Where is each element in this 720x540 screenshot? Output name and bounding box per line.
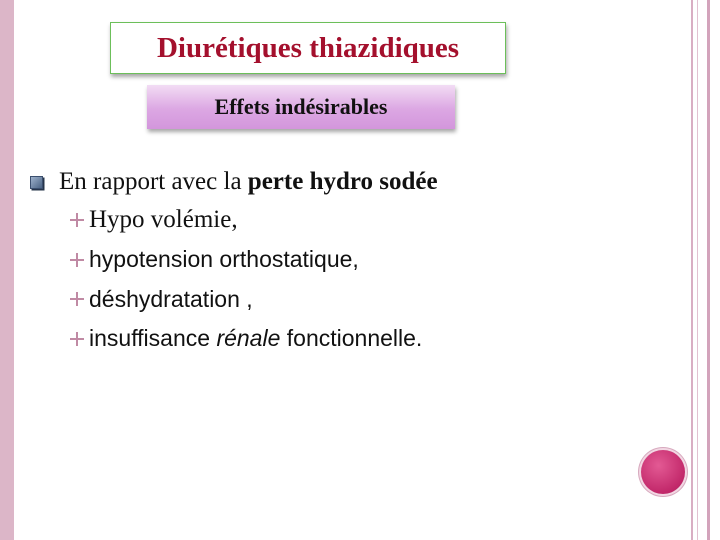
main-point-bold: perte hydro sodée <box>247 168 438 195</box>
right-decorative-rule <box>691 0 693 540</box>
cross-bullet-icon <box>70 253 84 267</box>
right-decorative-rule <box>697 0 698 540</box>
right-decorative-rule <box>707 0 710 540</box>
list-item-label: Hypo volémie, <box>89 206 238 233</box>
slide-title: Diurétiques thiazidiques <box>156 31 460 64</box>
list-item-label-italic: rénale <box>216 325 281 351</box>
decorative-circle <box>641 450 685 494</box>
left-decorative-bar <box>0 0 14 540</box>
cross-bullet-icon <box>70 292 84 306</box>
list-item <box>70 244 422 276</box>
main-point-prefix: En rapport avec la <box>59 168 248 195</box>
main-bullet-point <box>30 166 438 198</box>
sub-bullet-list <box>70 204 422 362</box>
slide-subtitle: Effets indésirables <box>214 94 388 119</box>
list-item-label-start: insuffisance <box>89 325 217 351</box>
cross-bullet-icon <box>70 332 84 346</box>
list-item <box>70 283 422 315</box>
square-bullet-icon <box>30 176 43 189</box>
list-item <box>70 204 422 236</box>
slide-title-box <box>110 22 506 74</box>
list-item-label: déshydratation , <box>89 285 253 312</box>
slide-subtitle-box <box>147 85 455 129</box>
list-item-label: hypotension orthostatique, <box>89 246 359 272</box>
list-item <box>70 323 422 355</box>
cross-bullet-icon <box>70 213 84 227</box>
list-item-label-end: fonctionnelle. <box>280 325 423 351</box>
